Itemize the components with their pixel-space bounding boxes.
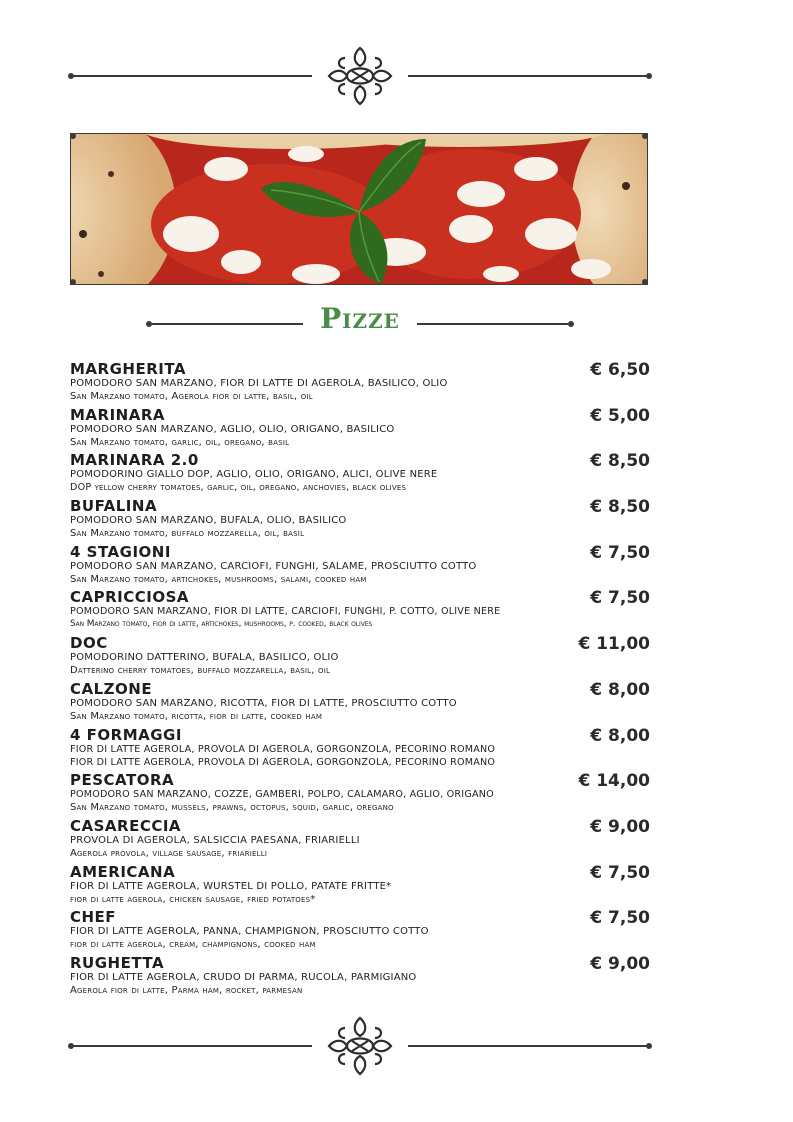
item-price: € 7,50 (590, 908, 650, 929)
top-ornament-divider (70, 44, 650, 108)
item-description-english: DOP yellow cherry tomatoes, garlic, oil, oregano, anchovies, black olives (70, 482, 407, 494)
section-header (148, 300, 572, 344)
item-description-english: San Marzano tomato, buffalo mozzarella, oil, basil (70, 528, 305, 540)
item-price: € 11,00 (578, 634, 650, 655)
menu-item (70, 863, 650, 909)
item-description-english: San Marzano tomato, fior di latte, artichokes, mushrooms, p. cooked, black olives (70, 619, 373, 630)
item-description-italian: FIOR DI LATTE AGEROLA, CRUDO DI PARMA, RUCOLA, PARMIGIANO (70, 971, 417, 983)
item-price: € 14,00 (578, 771, 650, 792)
item-price: € 7,50 (590, 542, 650, 563)
item-description-italian: POMODORINO GIALLO DOP, AGLIO, OLIO, ORIGANO, ALICI, OLIVE NERE (70, 469, 438, 481)
menu-item (70, 817, 650, 863)
menu-item (70, 726, 650, 772)
divider-line (408, 1045, 650, 1047)
item-description-english: fior di latte agerola, chicken sausage, fried potatoes* (70, 893, 316, 905)
item-price: € 7,50 (590, 588, 650, 609)
bottom-ornament-divider (70, 1014, 650, 1078)
item-name: AMERICANA (70, 862, 176, 881)
item-price: € 6,50 (590, 360, 650, 380)
section-title: Pizze (320, 302, 400, 335)
item-description-italian: POMODORO SAN MARZANO, COZZE, GAMBERI, POLPO, CALAMARO, AGLIO, ORIGANO (70, 789, 494, 801)
item-description-english: Datterino cherry tomatoes, buffalo mozzarella, basil, oil (70, 665, 331, 677)
flourish-ornament-icon (325, 44, 395, 108)
item-description-italian: FIOR DI LATTE AGEROLA, PANNA, CHAMPIGNON, PROSCIUTTO COTTO (70, 926, 429, 938)
divider-line (70, 1045, 312, 1047)
item-description-italian: FIOR DI LATTE AGEROLA, WURSTEL DI POLLO, PATATE FRITTE* (70, 880, 392, 892)
divider-line (70, 75, 312, 77)
item-price: € 8,50 (590, 497, 650, 518)
item-description-italian: FIOR DI LATTE AGEROLA, PROVOLA DI AGEROLA, GORGONZOLA, PECORINO ROMANO (70, 743, 496, 755)
divider-line (417, 323, 572, 325)
item-description-english: fior di latte agerola, cream, champignons, cooked ham (70, 939, 316, 951)
item-description-english: Agerola provola, village sausage, friarielli (70, 847, 268, 859)
menu-item (70, 543, 650, 589)
item-description-italian: POMODORO SAN MARZANO, CARCIOFI, FUNGHI, SALAME, PROSCIUTTO COTTO (70, 560, 477, 572)
item-description-english: San Marzano tomato, artichokes, mushrooms, salami, cooked ham (70, 573, 367, 585)
item-name: CHEF (70, 908, 117, 927)
item-description-italian: POMODORO SAN MARZANO, AGLIO, OLIO, ORIGANO, BASILICO (70, 423, 395, 435)
item-name: 4 FORMAGGI (70, 725, 182, 744)
menu-item (70, 451, 650, 497)
menu-item (70, 908, 650, 954)
item-price: € 9,00 (590, 953, 650, 974)
item-description-english: San Marzano tomato, ricotta, fior di latte, cooked ham (70, 710, 323, 722)
item-name: CALZONE (70, 679, 153, 698)
item-description-english: San Marzano tomato, garlic, oil, oregano, basil (70, 436, 290, 448)
item-description-italian: POMODORO SAN MARZANO, FIOR DI LATTE, CARCIOFI, FUNGHI, P. COTTO, OLIVE NERE (70, 606, 501, 618)
menu-item (70, 406, 650, 452)
item-name: MARGHERITA (70, 360, 187, 378)
margherita-pizza-photo (71, 134, 648, 285)
item-name: DOC (70, 634, 108, 653)
menu-item (70, 771, 650, 817)
item-name: BUFALINA (70, 497, 158, 516)
menu-item (70, 588, 650, 634)
item-description-italian: POMODORINO DATTERINO, BUFALA, BASILICO, OLIO (70, 652, 339, 664)
item-description-english: Agerola fior di latte, Parma ham, rocket, parmesan (70, 984, 303, 996)
item-description-english: San Marzano tomato, Agerola fior di latte, basil, oil (70, 391, 313, 402)
item-description-english: San Marzano tomato, mussels, prawns, octopus, squid, garlic, oregano (70, 802, 394, 814)
flourish-ornament-icon (325, 1014, 395, 1078)
item-price: € 8,00 (590, 725, 650, 746)
item-name: MARINARA (70, 405, 165, 424)
item-description-italian: POMODORO SAN MARZANO, RICOTTA, FIOR DI LATTE, PROSCIUTTO COTTO (70, 697, 457, 709)
menu-item (70, 634, 650, 680)
pizza-hero-image (70, 133, 648, 285)
menu-item (70, 360, 650, 406)
item-description-italian: POMODORO SAN MARZANO, FIOR DI LATTE DI AGEROLA, BASILICO, OLIO (70, 378, 448, 389)
item-name: PESCATORA (70, 771, 175, 790)
item-name: CAPRICCIOSA (70, 588, 190, 607)
item-price: € 8,50 (590, 451, 650, 472)
item-name: MARINARA 2.0 (70, 451, 199, 470)
divider-line (408, 75, 650, 77)
menu-item (70, 680, 650, 726)
item-price: € 7,50 (590, 862, 650, 883)
item-name: 4 STAGIONI (70, 542, 171, 561)
item-description-english: FIOR DI LATTE AGEROLA, PROVOLA DI AGEROLA, GORGONZOLA, PECORINO ROMANO (70, 756, 496, 768)
item-price: € 5,00 (590, 405, 650, 426)
item-price: € 8,00 (590, 679, 650, 700)
item-name: RUGHETTA (70, 953, 165, 972)
menu-item (70, 954, 650, 1000)
item-description-italian: PROVOLA DI AGEROLA, SALSICCIA PAESANA, FRIARIELLI (70, 834, 360, 846)
pizza-menu-list (70, 360, 650, 1000)
item-price: € 9,00 (590, 816, 650, 837)
item-name: CASARECCIA (70, 816, 182, 835)
item-description-italian: POMODORO SAN MARZANO, BUFALA, OLIO, BASILICO (70, 515, 347, 527)
menu-item (70, 497, 650, 543)
